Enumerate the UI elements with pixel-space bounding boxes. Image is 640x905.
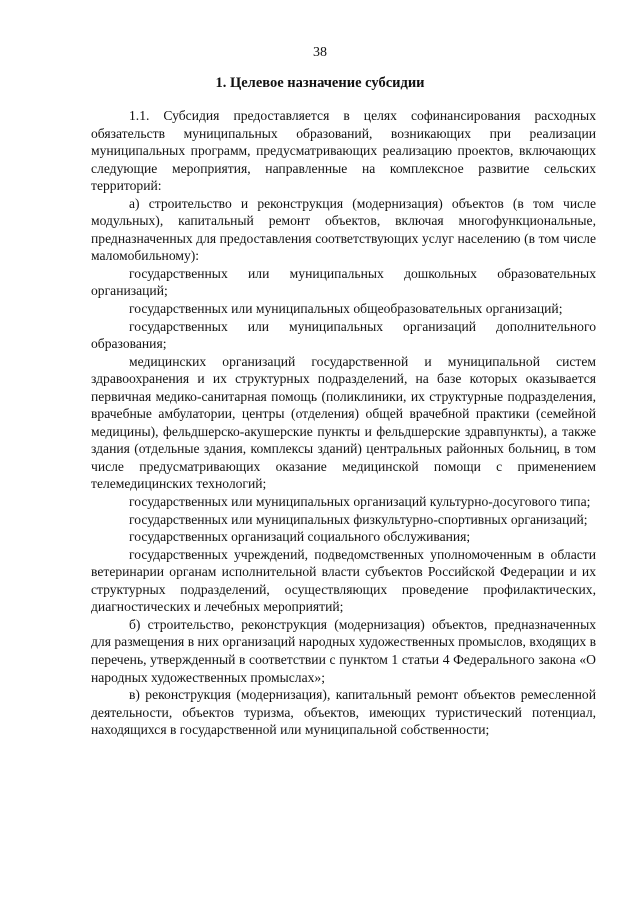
section-title: 1. Целевое назначение субсидии: [215, 75, 425, 91]
paragraph-item-a: а) строительство и реконструкция (модернизация) объектов (в том числе модульных), капитальный ремонт объектов, включая многофункциональные, предназначенных для предоставления соответствующих услуг населению (в том числе маломобильному):: [91, 195, 596, 264]
paragraph-cultural: государственных или муниципальных организаций культурно-досугового типа;: [129, 494, 591, 510]
paragraph-sports: государственных или муниципальных физкультурно-спортивных организаций;: [129, 511, 588, 527]
paragraph-item-b: б) строительство, реконструкция (модернизация) объектов, предназначенных для размещения в них организаций народных художественных промыслов, входящих в перечень, утвержденный в соответствии с пунктом 1 статьи 4 Федерального закона «О народных художественных промыслах»;: [91, 616, 596, 685]
body-text: [91, 107, 596, 739]
paragraph-social: государственных организаций социального обслуживания;: [129, 529, 471, 545]
page-number: 38: [313, 45, 327, 60]
paragraph-additional-education: государственных или муниципальных организаций дополнительного образования;: [91, 318, 596, 352]
paragraph-medical: медицинских организаций государственной и муниципальной систем здравоохранения и их структурных подразделений, на базе которых оказывается первичная медико-санитарная помощь (поликлиники, их структурные подразделения, врачебные амбулатории, центры (отделения) общей врачебной практики (семейной медицины), фельдшерско-акушерские пункты и фельдшерские здравпункты), а также здания (отдельные здания, комплексы зданий) центральных районных больниц, в том числе предусматривающих оказание медицинской помощи с применением телемедицинских технологий;: [91, 353, 596, 492]
paragraph-veterinary: государственных учреждений, подведомственных уполномоченным в области ветеринарии органам исполнительной власти субъектов Российской Федерации и их структурных подразделений, осуществляющих проведение профилактических, диагностических и лечебных мероприятий;: [91, 546, 596, 615]
paragraph-general-education: государственных или муниципальных общеобразовательных организаций;: [129, 301, 563, 317]
paragraph-item-v: в) реконструкция (модернизация), капитальный ремонт объектов ремесленной деятельности, объектов туризма, объектов, имеющих туристический потенциал, находящихся в государственной или муниципальной собственности;: [91, 687, 596, 738]
paragraph-preschool: государственных или муниципальных дошкольных образовательных организаций;: [91, 265, 596, 299]
paragraph-1-1: 1.1. Субсидия предоставляется в целях софинансирования расходных обязательств муниципальных образований, возникающих при реализации муниципальных программ, предусматривающих реализацию проектов, включающих следующие мероприятия, направленные на комплексное развитие сельских территорий:: [91, 108, 596, 194]
